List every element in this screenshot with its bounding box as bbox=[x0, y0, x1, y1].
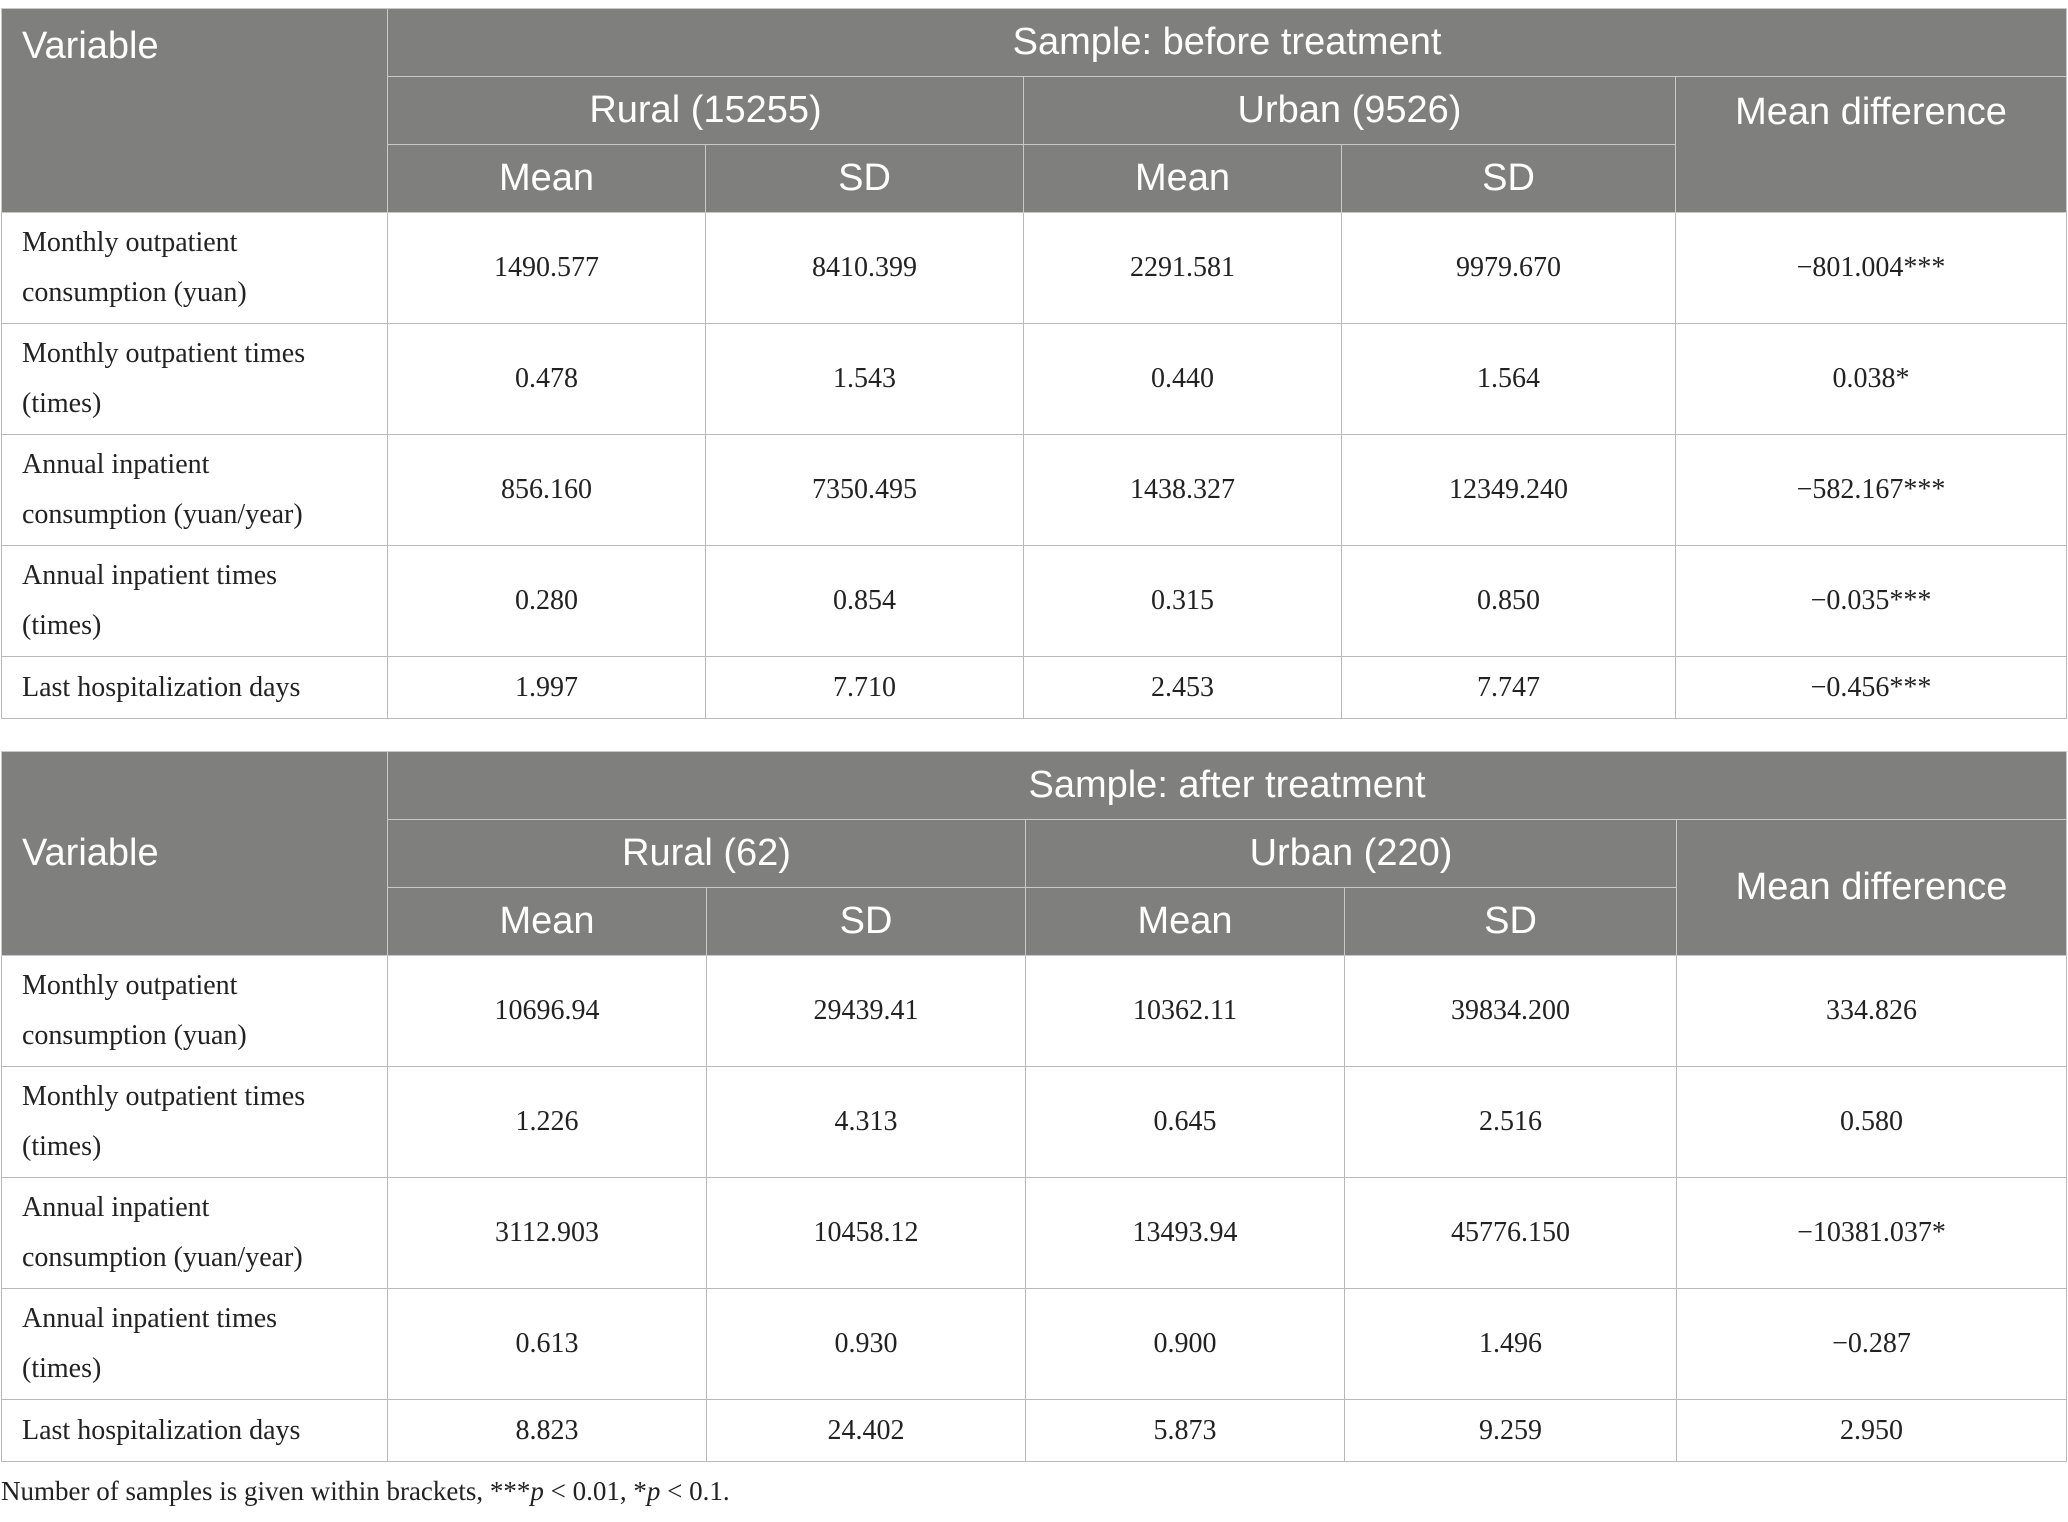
variable-cell: Annual inpatient times (times) bbox=[2, 546, 388, 657]
table-footnote: Number of samples is given within brackets, ***p < 0.01, *p < 0.1. bbox=[1, 1476, 730, 1506]
mean-difference-header: Mean difference bbox=[1677, 820, 2067, 956]
value-cell: 0.930 bbox=[707, 1289, 1026, 1400]
table-row bbox=[2, 1178, 2067, 1289]
value-cell: 10362.11 bbox=[1026, 956, 1345, 1067]
table-row bbox=[2, 956, 2067, 1067]
value-cell: −582.167*** bbox=[1676, 435, 2067, 546]
table-row bbox=[2, 324, 2067, 435]
table-row bbox=[2, 213, 2067, 324]
value-cell: 1.997 bbox=[388, 657, 706, 719]
variable-cell: Monthly outpatient consumption (yuan) bbox=[2, 956, 388, 1067]
value-cell: 2.453 bbox=[1024, 657, 1342, 719]
table-row bbox=[2, 1067, 2067, 1178]
table-row bbox=[2, 1400, 2067, 1462]
variable-cell: Last hospitalization days bbox=[2, 657, 388, 719]
value-cell: 1438.327 bbox=[1024, 435, 1342, 546]
value-cell: 0.613 bbox=[388, 1289, 707, 1400]
rural-sd-header: SD bbox=[706, 145, 1024, 213]
variable-cell: Annual inpatient consumption (yuan/year) bbox=[2, 435, 388, 546]
value-cell: 2.950 bbox=[1677, 1400, 2067, 1462]
urban-sd-header: SD bbox=[1342, 145, 1676, 213]
value-cell: 1.226 bbox=[388, 1067, 707, 1178]
group-urban-header: Urban (220) bbox=[1026, 820, 1677, 888]
value-cell: 8.823 bbox=[388, 1400, 707, 1462]
variable-cell: Annual inpatient consumption (yuan/year) bbox=[2, 1178, 388, 1289]
table-row bbox=[2, 1289, 2067, 1400]
value-cell: 7350.495 bbox=[706, 435, 1024, 546]
value-cell: 0.850 bbox=[1342, 546, 1676, 657]
value-cell: 2291.581 bbox=[1024, 213, 1342, 324]
variable-cell: Monthly outpatient times (times) bbox=[2, 1067, 388, 1178]
value-cell: 1.496 bbox=[1345, 1289, 1677, 1400]
value-cell: 0.280 bbox=[388, 546, 706, 657]
rural-mean-header: Mean bbox=[388, 145, 706, 213]
sample-title: Sample: before treatment bbox=[388, 9, 2067, 77]
variable-header: Variable bbox=[2, 9, 388, 213]
value-cell: 10458.12 bbox=[707, 1178, 1026, 1289]
value-cell: 10696.94 bbox=[388, 956, 707, 1067]
value-cell: 5.873 bbox=[1026, 1400, 1345, 1462]
value-cell: 13493.94 bbox=[1026, 1178, 1345, 1289]
value-cell: −10381.037* bbox=[1677, 1178, 2067, 1289]
value-cell: 12349.240 bbox=[1342, 435, 1676, 546]
rural-sd-header: SD bbox=[707, 888, 1026, 956]
table-row bbox=[2, 546, 2067, 657]
rural-mean-header: Mean bbox=[388, 888, 707, 956]
value-cell: 4.313 bbox=[707, 1067, 1026, 1178]
value-cell: 9979.670 bbox=[1342, 213, 1676, 324]
value-cell: 9.259 bbox=[1345, 1400, 1677, 1462]
value-cell: 0.478 bbox=[388, 324, 706, 435]
value-cell: 1.543 bbox=[706, 324, 1024, 435]
urban-mean-header: Mean bbox=[1026, 888, 1345, 956]
value-cell: 7.747 bbox=[1342, 657, 1676, 719]
table-row bbox=[2, 435, 2067, 546]
value-cell: 0.900 bbox=[1026, 1289, 1345, 1400]
urban-mean-header: Mean bbox=[1024, 145, 1342, 213]
table-row bbox=[2, 657, 2067, 719]
value-cell: 29439.41 bbox=[707, 956, 1026, 1067]
value-cell: 45776.150 bbox=[1345, 1178, 1677, 1289]
value-cell: 0.038* bbox=[1676, 324, 2067, 435]
variable-cell: Monthly outpatient times (times) bbox=[2, 324, 388, 435]
value-cell: 856.160 bbox=[388, 435, 706, 546]
value-cell: 3112.903 bbox=[388, 1178, 707, 1289]
value-cell: 1.564 bbox=[1342, 324, 1676, 435]
urban-sd-header: SD bbox=[1345, 888, 1677, 956]
group-urban-header: Urban (9526) bbox=[1024, 77, 1676, 145]
variable-cell: Annual inpatient times (times) bbox=[2, 1289, 388, 1400]
value-cell: 0.645 bbox=[1026, 1067, 1345, 1178]
mean-difference-header: Mean difference bbox=[1676, 77, 2067, 213]
value-cell: 39834.200 bbox=[1345, 956, 1677, 1067]
value-cell: −0.035*** bbox=[1676, 546, 2067, 657]
table-before-treatment bbox=[1, 8, 2067, 719]
value-cell: −0.456*** bbox=[1676, 657, 2067, 719]
value-cell: 0.580 bbox=[1677, 1067, 2067, 1178]
value-cell: 7.710 bbox=[706, 657, 1024, 719]
value-cell: −801.004*** bbox=[1676, 213, 2067, 324]
variable-cell: Last hospitalization days bbox=[2, 1400, 388, 1462]
table-after-treatment bbox=[1, 751, 2067, 1462]
value-cell: 0.315 bbox=[1024, 546, 1342, 657]
value-cell: 0.440 bbox=[1024, 324, 1342, 435]
variable-cell: Monthly outpatient consumption (yuan) bbox=[2, 213, 388, 324]
group-rural-header: Rural (15255) bbox=[388, 77, 1024, 145]
value-cell: 334.826 bbox=[1677, 956, 2067, 1067]
group-rural-header: Rural (62) bbox=[388, 820, 1026, 888]
sample-title: Sample: after treatment bbox=[388, 752, 2067, 820]
value-cell: 2.516 bbox=[1345, 1067, 1677, 1178]
value-cell: 0.854 bbox=[706, 546, 1024, 657]
value-cell: 8410.399 bbox=[706, 213, 1024, 324]
value-cell: −0.287 bbox=[1677, 1289, 2067, 1400]
value-cell: 24.402 bbox=[707, 1400, 1026, 1462]
variable-header: Variable bbox=[2, 752, 388, 956]
value-cell: 1490.577 bbox=[388, 213, 706, 324]
